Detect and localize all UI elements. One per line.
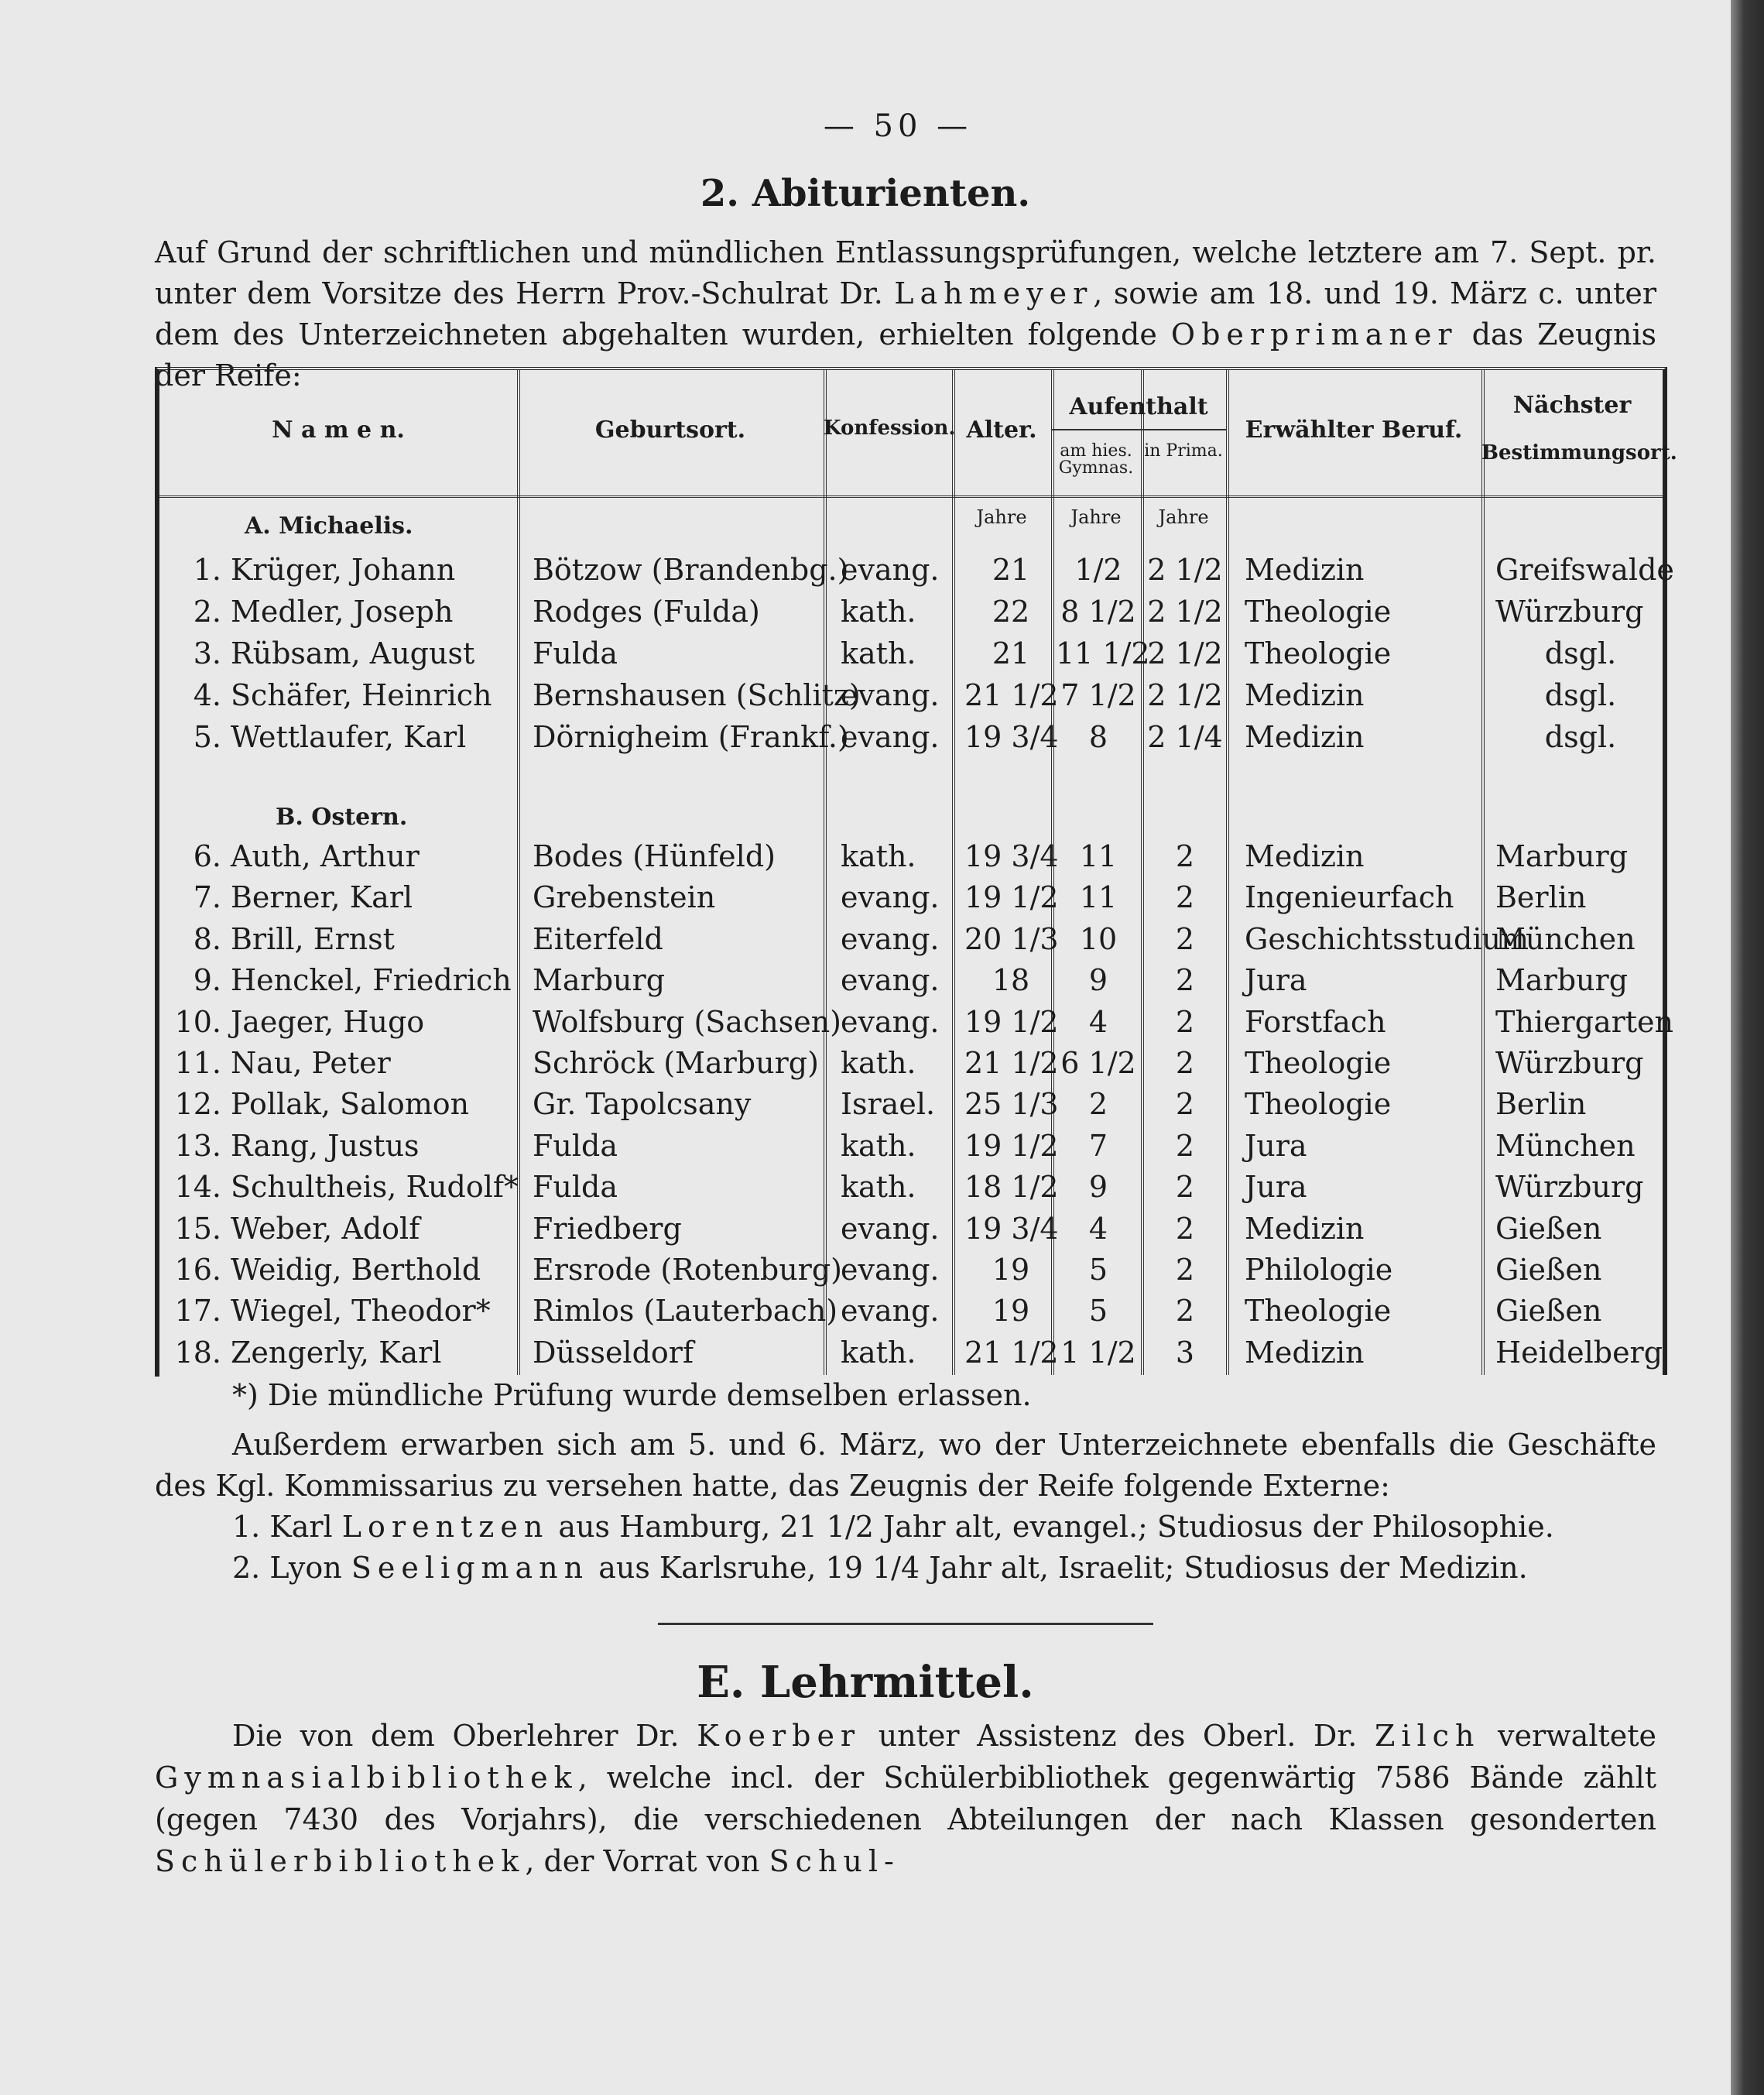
row-bestimmungsort: Marburg [1495,963,1629,998]
row-name: Jaeger, Hugo [231,1004,425,1039]
row-prima: 2 1/2 [1147,636,1223,670]
table-row [159,1336,1663,1377]
row-prima: 2 [1175,1004,1195,1039]
row-bestimmungsort: Gießen [1495,1294,1602,1329]
row-bestimmungsort: Greifswalde [1495,553,1674,587]
row-bestimmungsort: dsgl. [1544,636,1617,670]
row-bestimmungsort: Würzburg [1495,1046,1644,1080]
row-alter: 19 3/4 [964,1211,1059,1246]
row-konfession: evang. [841,963,940,998]
row-bestimmungsort: Marburg [1495,839,1629,873]
table-row [159,963,1663,1005]
externe-item: 2. Lyon Seeligmann aus Karlsruhe, 19 1/4 Jahr alt, Israelit; Studiosus der Medizin. [232,1551,1528,1585]
table-row [159,1253,1663,1294]
row-bestimmungsort: Würzburg [1495,1170,1644,1205]
row-alter: 19 1/2 [964,1004,1059,1039]
row-name: Medler, Joseph [231,595,454,629]
row-number: 11. [174,1046,221,1080]
row-bestimmungsort: dsgl. [1544,720,1617,754]
row-prima: 2 [1175,1253,1195,1287]
row-beruf: Jura [1245,963,1307,998]
header-prima: in Prima. [1144,441,1223,461]
row-bestimmungsort: Heidelberg [1495,1335,1663,1370]
row-prima: 2 [1175,1211,1195,1246]
row-name: Rübsam, August [231,636,475,670]
row-bestimmungsort: Gießen [1495,1253,1602,1287]
row-konfession: evang. [841,553,940,587]
row-prima: 2 [1175,921,1195,956]
row-alter: 19 1/2 [964,880,1059,915]
row-gymnasium: 10 [1079,921,1118,956]
row-geburtsort: Wolfsburg (Sachsen) [533,1004,841,1039]
row-geburtsort: Ersrode (Rotenburg) [533,1253,843,1287]
table-row [159,636,1663,678]
header-namen: N a m e n. [272,417,405,444]
row-geburtsort: Düsseldorf [533,1335,694,1370]
row-geburtsort: Rimlos (Lauterbach) [533,1294,838,1329]
row-gymnasium: 11 1/2 [1056,636,1150,670]
row-gymnasium: 11 [1079,839,1118,873]
row-number: 4. [193,678,221,712]
table-row [159,678,1663,720]
row-alter: 20 1/3 [964,921,1059,956]
row-geburtsort: Fulda [533,1170,618,1205]
unit-gymnasium: Jahre [1070,506,1122,528]
row-gymnasium: 1/2 [1074,553,1122,587]
row-prima: 2 [1175,963,1195,998]
row-number: 17. [174,1294,221,1329]
row-bestimmungsort: dsgl. [1544,678,1617,712]
row-konfession: evang. [841,921,940,956]
table-row [159,1004,1674,1047]
row-number: 9. [193,963,221,998]
row-name: Auth, Arthur [231,839,420,873]
row-beruf: Philologie [1245,1253,1393,1287]
row-prima: 3 [1175,1335,1195,1370]
row-gymnasium: 7 1/2 [1060,678,1136,712]
table-row [159,839,1663,881]
row-bestimmungsort: Würzburg [1495,595,1644,629]
row-konfession: evang. [841,880,940,915]
header-geburtsort: Geburtsort. [594,417,746,444]
row-bestimmungsort: München [1495,1128,1636,1163]
row-prima: 2 [1175,1128,1195,1163]
row-geburtsort: Fulda [533,1128,618,1163]
table-row [159,595,1663,636]
row-number: 5. [193,720,221,754]
row-beruf: Medizin [1245,553,1365,587]
externe-section [155,1425,1656,1589]
row-prima: 2 [1175,880,1195,915]
footnote: *) Die mündliche Prüfung wurde demselben erlassen. [232,1378,1032,1412]
header-naechster: Nächster [1512,392,1632,419]
row-beruf: Theologie [1245,1087,1392,1122]
row-alter: 19 1/2 [964,1128,1059,1163]
row-geburtsort: Bötzow (Brandenbg.) [533,553,849,587]
row-konfession: kath. [841,1046,916,1080]
row-gymnasium: 5 [1088,1294,1108,1329]
row-number: 6. [193,839,221,873]
row-bestimmungsort: Gießen [1495,1211,1602,1246]
row-beruf: Theologie [1245,1046,1392,1080]
row-konfession: evang. [841,1211,940,1246]
row-alter: 18 1/2 [964,1170,1059,1205]
row-konfession: Israel. [841,1087,936,1122]
page-edge-shadow [1731,0,1764,2095]
row-alter: 18 [992,963,1030,998]
unit-prima: Jahre [1158,506,1209,528]
intro-spaced: Oberprimaner [1170,317,1458,351]
row-konfession: kath. [841,636,916,670]
row-gymnasium: 1 1/2 [1060,1335,1136,1370]
row-geburtsort: Rodges (Fulda) [533,595,760,629]
header-aufenthalt: Aufenthalt [1069,393,1208,420]
section-divider [658,1623,1153,1625]
header-gymnasium: am hies. Gymnas. [1058,441,1134,478]
intro-text-3: das Zeugnis der Reife: [155,317,1656,393]
row-konfession: kath. [841,1170,916,1205]
group-michaelis: A. Michaelis. [245,513,413,540]
row-gymnasium: 8 [1088,720,1108,754]
row-beruf: Medizin [1245,678,1365,712]
row-alter: 21 1/2 [964,1046,1059,1080]
row-geburtsort: Bernshausen (Schlitz) [533,678,861,712]
row-number: 14. [174,1170,221,1205]
intro-person: Lahmeyer [894,276,1094,310]
row-beruf: Medizin [1245,720,1365,754]
row-number: 18. [174,1335,221,1370]
row-alter: 19 [992,1253,1030,1287]
table-row [159,1212,1663,1253]
row-number: 8. [193,921,221,956]
row-konfession: evang. [841,1004,940,1039]
row-geburtsort: Gr. Tapolcsany [533,1087,752,1122]
header-beruf: Erwählter Beruf. [1245,417,1463,444]
row-beruf: Medizin [1245,1211,1365,1246]
row-geburtsort: Marburg [533,963,666,998]
row-prima: 2 1/2 [1147,553,1223,587]
row-gymnasium: 4 [1088,1004,1108,1039]
row-name: Schultheis, Rudolf* [231,1170,519,1205]
row-number: 12. [174,1087,221,1122]
row-beruf: Forstfach [1245,1004,1386,1039]
row-gymnasium: 2 [1088,1087,1108,1122]
group-ostern: B. Ostern. [276,804,408,831]
row-gymnasium: 9 [1088,1170,1108,1205]
row-bestimmungsort: München [1495,921,1636,956]
row-geburtsort: Fulda [533,636,618,670]
row-alter: 21 1/2 [964,678,1059,712]
row-prima: 2 [1175,839,1195,873]
row-name: Weber, Adolf [231,1211,420,1246]
row-alter: 22 [992,595,1030,629]
row-gymnasium: 6 1/2 [1060,1046,1136,1080]
row-gymnasium: 5 [1088,1253,1108,1287]
row-name: Berner, Karl [231,880,413,915]
intro-text-2: , sowie am 18. und 19. März c. unter dem des Unterzeichneten abgehalten wurden, erhielten folgende [155,276,1656,351]
row-geburtsort: Dörnigheim (Frankf.) [533,720,849,754]
row-beruf: Geschichtsstudium [1245,921,1529,956]
header-bestimmungsort: Bestimmungsort. [1481,441,1677,465]
row-name: Schäfer, Heinrich [231,678,492,712]
row-gymnasium: 9 [1088,963,1108,998]
row-name: Rang, Justus [231,1128,420,1163]
row-alter: 21 1/2 [964,1335,1059,1370]
row-prima: 2 [1175,1294,1195,1329]
externe-intro: Außerdem erwarben sich am 5. und 6. März, wo der Unterzeichnete ebenfalls die Geschäfte des Kgl. Kommissarius zu versehen hatte, das Zeugnis der Reife folgende Externe: [155,1428,1656,1503]
row-prima: 2 1/4 [1147,720,1223,754]
row-prima: 2 [1175,1087,1195,1122]
row-konfession: kath. [841,1128,916,1163]
row-bestimmungsort: Berlin [1495,880,1587,915]
table-row [159,1087,1663,1129]
table-row [159,1294,1663,1336]
row-prima: 2 1/2 [1147,595,1223,629]
row-gymnasium: 4 [1088,1211,1108,1246]
row-beruf: Theologie [1245,595,1392,629]
row-number: 1. [193,553,221,587]
row-bestimmungsort: Thiergarten [1495,1004,1674,1039]
row-bestimmungsort: Berlin [1495,1087,1587,1122]
row-alter: 19 3/4 [964,720,1059,754]
row-konfession: evang. [841,1253,940,1287]
row-number: 10. [174,1004,221,1039]
row-gymnasium: 8 1/2 [1060,595,1136,629]
unit-alter: Jahre [976,506,1027,528]
row-number: 15. [174,1211,221,1246]
row-number: 13. [174,1128,221,1163]
row-konfession: kath. [841,595,916,629]
row-number: 2. [193,595,221,629]
row-gymnasium: 11 [1079,880,1118,915]
row-alter: 19 3/4 [964,839,1059,873]
row-konfession: evang. [841,678,940,712]
row-geburtsort: Eiterfeld [533,921,663,956]
row-name: Krüger, Johann [231,553,456,587]
row-alter: 19 [992,1294,1030,1329]
row-name: Nau, Peter [231,1046,391,1080]
row-geburtsort: Bodes (Hünfeld) [533,839,776,873]
row-beruf: Medizin [1245,839,1365,873]
header-konfession: Konfession. [824,417,956,440]
table-row [159,720,1663,762]
row-geburtsort: Grebenstein [533,880,716,915]
section-title: 2. Abiturienten. [700,172,1031,215]
row-name: Brill, Ernst [231,921,395,956]
row-beruf: Theologie [1245,1294,1392,1329]
row-alter: 25 1/3 [964,1087,1059,1122]
row-number: 16. [174,1253,221,1287]
row-prima: 2 [1175,1046,1195,1080]
row-konfession: kath. [841,839,916,873]
row-alter: 21 [992,553,1030,587]
table-row [159,880,1663,922]
table-row [159,1046,1663,1088]
row-name: Wettlaufer, Karl [231,720,467,754]
row-beruf: Jura [1245,1170,1307,1205]
table-row [159,553,1674,595]
header-alter: Alter. [966,417,1037,444]
row-konfession: evang. [841,720,940,754]
section-e-title: E. Lehrmittel. [697,1657,1034,1708]
table-row [159,922,1663,964]
row-alter: 21 [992,636,1030,670]
row-konfession: kath. [841,1335,916,1370]
page-number: — 50 — [823,108,973,144]
row-name: Wiegel, Theodor* [231,1294,491,1329]
row-geburtsort: Friedberg [533,1211,682,1246]
lehrmittel-paragraph: Die von dem Oberlehrer Dr. Koerber unter Assistenz des Oberl. Dr. Zilch verwaltete Gymnasialbibliothek, welche incl. der Schülerbibliothek gegenwärtig 7586 Bände zählt (gegen 7430 des Vorjahrs), die verschiedenen Abteilungen der nach Klassen gesonderten Schülerbibliothek, der Vorrat von Schul- [155,1719,1656,1878]
row-name: Weidig, Berthold [231,1253,481,1287]
row-beruf: Jura [1245,1128,1307,1163]
table-row [159,1170,1663,1212]
externe-item: 1. Karl Lorentzen aus Hamburg, 21 1/2 Jahr alt, evangel.; Studiosus der Philosophie. [232,1510,1554,1544]
row-gymnasium: 7 [1088,1128,1108,1163]
row-beruf: Ingenieurfach [1245,880,1454,915]
row-beruf: Medizin [1245,1335,1365,1370]
row-name: Pollak, Salomon [231,1087,470,1122]
row-konfession: evang. [841,1294,940,1329]
row-geburtsort: Schröck (Marburg) [533,1046,819,1080]
intro-text-1: Auf Grund der schriftlichen und mündlichen Entlassungsprüfungen, welche letztere am 7. Sept. pr. unter dem Vorsitze des Herrn Prov.-Schulrat Dr. [155,235,1656,310]
row-name: Henckel, Friedrich [231,963,512,998]
row-number: 7. [193,880,221,915]
abiturienten-table [155,367,1677,1375]
row-number: 3. [193,636,221,670]
table-row [159,1129,1663,1171]
row-prima: 2 [1175,1170,1195,1205]
row-name: Zengerly, Karl [231,1335,442,1370]
row-prima: 2 1/2 [1147,678,1223,712]
row-beruf: Theologie [1245,636,1392,670]
